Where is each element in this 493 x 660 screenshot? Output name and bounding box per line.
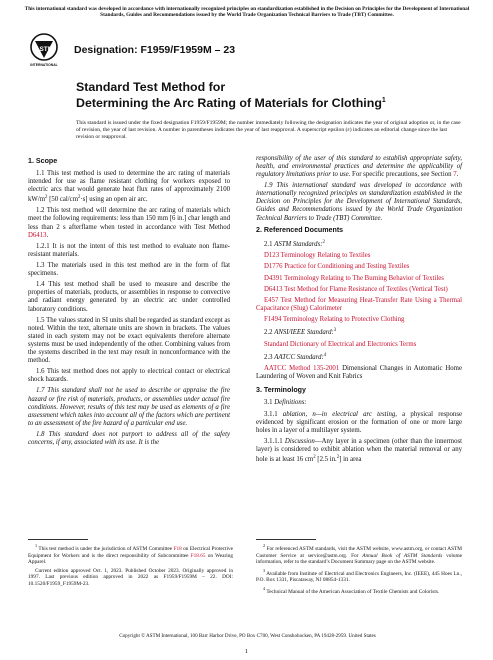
- footnote-3: $^3$ Available from Institute of Electrical and Electronics Engineers, Inc. (IEEE), 445 Hoes Ln., P.O. Box 1331, Piscataway, NJ 08854-1331.: [256, 567, 462, 584]
- section-terminology-heading: 3. Terminology: [256, 386, 306, 395]
- title-line-1: Standard Test Method for: [76, 80, 226, 94]
- reference-title[interactable]: Terminology Relating to Protective Clothing: [281, 316, 405, 324]
- para-2-2: 2.2 ANSI/IEEE Standard:$^3$: [264, 328, 337, 337]
- para-1-7: 1.7 This standard shall not be used to describe or appraise the fire hazard or fire risk of materials, products, or assemblies under actual fire conditions. However, results of this test may be used as elements of a fire assessment which takes into account all of the factors which are pertinent to an assessment of the fire hazard of a particular end use.: [28, 387, 230, 427]
- page-number: 1: [244, 648, 249, 655]
- tbt-notice: This international standard was developed in accordance with internationally recognized principles on standardization established in the Decision on Principles for the Development of International Standards, Guides and Recommendations issued by the World Trade Organization Technical Barriers to Trade (TBT) Committee.: [24, 6, 470, 19]
- ieee-reference[interactable]: Standard Dictionary of Electrical and Electronics Terms: [264, 340, 417, 348]
- svg-text:ASTM: ASTM: [34, 46, 54, 53]
- para-1-4: 1.4 This test method shall be used to measure and describe the properties of materials, products, or assemblies in response to convective and radiant energy generated by an electric arc under controlled laboratory conditions.: [28, 281, 230, 313]
- copyright-line: Copyright © ASTM International, 100 Barr Harbor Drive, PO Box C700, West Conshohocken, PA 19428-2959. United States: [119, 633, 376, 639]
- logo-text: INTERNATIONAL: [30, 63, 58, 67]
- left-column: [28, 155, 230, 450]
- para-3-1-1: 3.1.1 ablation, n—in electrical arc testing, a physical response evidenced by significant erosion or the formation of one or more large holes in a layer of a multilayer system.: [256, 410, 462, 434]
- para-1-2: 1.2 This test method will determine the arc rating of materials which meet the following requirements: less than 150 mm [6 in.] char length and less than 2 s afterflame when tested in accordance with Test Method D6413.: [28, 207, 230, 239]
- footnote-1: $^1$ This test method is under the jurisdiction of ASTM Committee F18 on Electrical Protective Equipment for Workers and is the direct responsibility of Subcommittee F18.65 on Wearing Apparel.: [28, 543, 233, 566]
- reference-code-link[interactable]: E457: [264, 296, 279, 304]
- para-3-1: 3.1 Definitions:: [264, 399, 307, 407]
- link-section-7[interactable]: 7: [453, 171, 457, 179]
- reference-item: [256, 316, 462, 324]
- document-title: [76, 80, 476, 110]
- footnotes-right: [256, 543, 462, 598]
- link-f18[interactable]: F18: [173, 546, 182, 552]
- reference-title[interactable]: Test Method for Flame Resistance of Textiles (Vertical Test): [282, 285, 448, 293]
- link-f18-65[interactable]: F18.65: [190, 552, 206, 559]
- aatcc-reference: AATCC Method 135-2001 Dimensional Changes in Automatic Home Laundering of Woven and Knit Fabrics: [256, 365, 462, 381]
- reference-item: [256, 286, 462, 294]
- para-1-6: 1.6 This test method does not apply to electrical contact or electrical shock hazards.: [28, 368, 230, 384]
- reference-code-link[interactable]: F1494: [264, 316, 282, 324]
- reference-code-link[interactable]: D6413: [264, 285, 283, 293]
- link-d6413[interactable]: D6413: [28, 231, 47, 239]
- reference-code-link[interactable]: D1776: [264, 263, 283, 271]
- reference-item: [256, 263, 462, 271]
- reference-title[interactable]: Terminology Relating to Textiles: [279, 252, 371, 260]
- para-1-8-cont: responsibility of the user of this standard to establish appropriate safety, health, and environmental practices and determine the applicability of regulatory limitations prior to use. For specific precautions, see Section 7.: [256, 155, 462, 179]
- para-2-3: 2.3 AATCC Standard:$^4$: [264, 352, 327, 361]
- para-1-2-1: 1.2.1 It is not the intent of this test method to evaluate non flame-resistant materials.: [28, 242, 230, 258]
- section-scope-heading: 1. Scope: [28, 157, 58, 165]
- para-1-8: 1.8 This standard does not purport to address all of the safety concerns, if any, associated with its use. It is the: [28, 430, 230, 446]
- footnote-4: $^4$ Technical Manual of the American Association of Textile Chemists and Colorists.: [263, 585, 440, 595]
- footnote-2: $^2$ For referenced ASTM standards, visit the ASTM website, www.astm.org, or contact ASTM Customer Service at service@astm.org. For Annual Book of ASTM Standards volume information, refer to the standard’s Document Summary page on the ASTM website.: [256, 543, 463, 566]
- para-2-1: 2.1 ASTM Standards:$^2$: [264, 239, 325, 248]
- para-1-1: 1.1 This test method is used to determine the arc rating of materials intended for use as flame resistant clothing for workers exposed to electric arcs that would generate heat flux rates of approximately 2100 $kW/m^2$ [50 cal/$cm^2\cdot s$] using an open air arc.: [28, 170, 230, 204]
- link-aatcc[interactable]: AATCC Method 135-2001: [264, 365, 340, 373]
- title-line-2: Determining the Arc Rating of Materials for Clothing$^1$: [76, 96, 386, 110]
- para-3-1-1-1: 3.1.1.1 Discussion—Any layer in a specimen (other than the innermost layer) is considered to exhibit ablation when the material removal or any hole is at least 16 $cm^2$ [2.5 in.$^2$] in area: [256, 437, 463, 463]
- reference-title[interactable]: Test Method for Measuring Heat-Transfer Rate Using a Thermal Capacitance (Slug) Calorimeter: [256, 296, 462, 313]
- section-references-heading: 2. Referenced Documents: [256, 225, 344, 234]
- reference-item: [256, 297, 462, 313]
- right-column: [256, 155, 462, 467]
- para-1-9: 1.9 This international standard was developed in accordance with internationally recognized principles on standardization established in the Decision on Principles for the Development of International Standards, Guides and Recommendations issued by the World Trade Organization Technical Barriers to Trade (TBT) Committee.: [256, 182, 462, 222]
- issuance-note: This standard is issued under the fixed designation F1959/F1959M; the number immediately following the designation indicates the year of original adoption or, in the case of revision, the year of last revision. A number in parentheses indicates the year of last reapproval. A superscript epsilon (ε) indicates an editorial change since the last revision or reapproval.: [76, 120, 461, 140]
- para-1-3: 1.3 The materials used in this test method are in the form of flat specimens.: [28, 262, 230, 278]
- reference-code-link[interactable]: D123: [264, 252, 280, 260]
- footnote-divider-right: [256, 539, 316, 540]
- reference-title[interactable]: Practice for Conditioning and Testing Textiles: [282, 263, 410, 271]
- reference-item: [256, 275, 462, 283]
- footnote-divider-left: [28, 539, 88, 540]
- footnotes-left: [28, 543, 233, 590]
- footnote-edition: Current edition approved Oct. 1, 2023. Published October 2023. Originally approved in 1997. Last previous edition approved in 2022 as F1959/F1959M – 22. DOI: 10.1520/F1959_F1959M-23.: [28, 567, 233, 587]
- para-1-5: 1.5 The values stated in SI units shall be regarded as standard except as noted. Within the text, alternate units are shown in brackets. The values stated in each system may not be exact equivalents therefore alternate systems must be used independently of the other. Combining values from the systems described in the text may result in nonconformance with the method.: [28, 316, 230, 364]
- title-footnote-ref[interactable]: 1: [381, 97, 386, 104]
- reference-code-link[interactable]: D4391: [264, 274, 283, 282]
- astm-reference-list: [256, 252, 462, 324]
- reference-title[interactable]: Terminology Relating to The Burning Behavior of Textiles: [282, 274, 444, 282]
- designation: Designation: F1959/F1959M – 23: [74, 44, 236, 56]
- astm-logo: [27, 32, 61, 68]
- reference-item: [256, 252, 462, 260]
